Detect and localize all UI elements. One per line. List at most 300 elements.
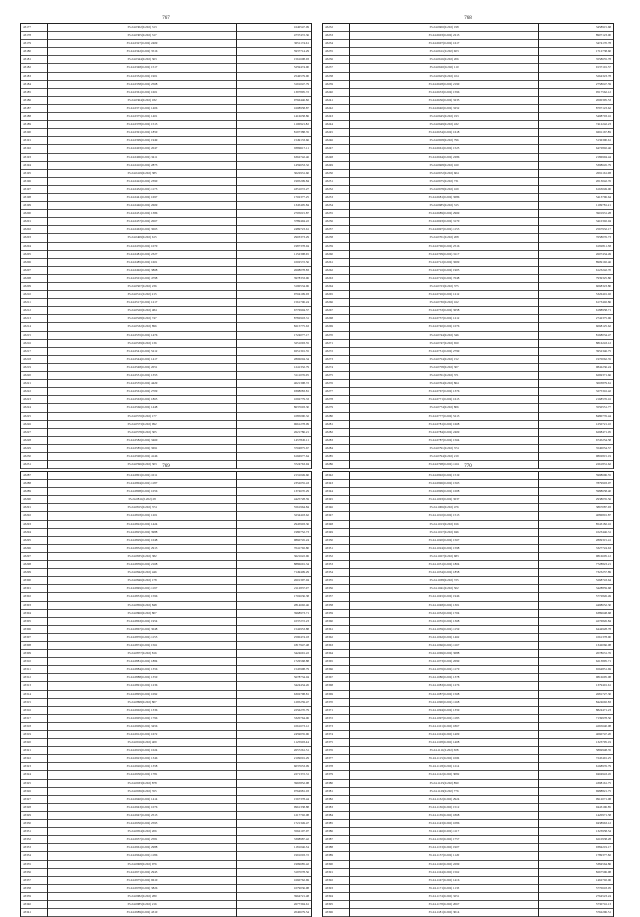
table-row (21, 339, 312, 347)
row-value: 3410302.04 (539, 218, 614, 226)
row-code: 35.24.1136(0.202) 1512 (350, 803, 539, 811)
row-value: 3458915.68 (539, 24, 614, 32)
row-value: 3003879.61 (539, 380, 614, 388)
row-id: 43327 (21, 795, 48, 803)
row-id: 43321 (21, 747, 48, 755)
row-value: 4737472.36 (237, 32, 312, 40)
row-code: 35.24.1038(0.202) 725 (350, 577, 539, 585)
row-value: 6691167.89 (539, 129, 614, 137)
row-id: 43383 (323, 803, 350, 811)
row-id: 43385 (323, 820, 350, 828)
table-row (21, 145, 312, 153)
table-row (21, 56, 312, 64)
table-row (21, 380, 312, 388)
table-row (323, 242, 614, 250)
document-page (20, 463, 312, 917)
table-row (21, 113, 312, 121)
row-id: 43293 (21, 520, 48, 528)
row-value: 9404943.45 (539, 771, 614, 779)
row-value: 6123242.70 (539, 266, 614, 274)
page-number: 769 (162, 464, 170, 469)
row-code: 35.24.0867(0.202) 3048 (48, 625, 237, 633)
row-code: 35.24.0600(0.202) 198 (350, 24, 539, 32)
table-row (21, 771, 312, 779)
row-id: 43205 (21, 250, 48, 258)
row-value: 4351072.27 (237, 185, 312, 193)
row-id: 43286 (323, 461, 350, 469)
row-value: 1660762.69 (237, 876, 312, 884)
row-value: 5264323.78 (539, 72, 614, 80)
row-id: 43347 (323, 512, 350, 520)
table-row (21, 641, 312, 649)
row-value: 6776904.57 (237, 307, 312, 315)
row-value: 1991003.72 (237, 852, 312, 860)
row-value: 9251301.55 (237, 347, 312, 355)
row-value: 1002572.56 (237, 258, 312, 266)
row-code: 35.24.0616(0.202) 206 (350, 56, 539, 64)
table-row (323, 113, 614, 121)
table-row (323, 836, 614, 844)
table-row (323, 682, 614, 690)
row-code: 35.24.0975(0.202) 9610 (48, 876, 237, 884)
row-id: 43331 (21, 828, 48, 836)
table-row (21, 585, 312, 593)
row-id: 43320 (21, 739, 48, 747)
row-id: 43371 (323, 706, 350, 714)
row-id: 43279 (323, 404, 350, 412)
row-code: 35.24.0996(0.202) 1563 (350, 480, 539, 488)
row-code: 35.24.0961(0.202) 2988 (48, 844, 237, 852)
row-value: 6269371.66 (539, 372, 614, 380)
table-row (323, 315, 614, 323)
row-code: 35.24.0989(0.202) 4310 (48, 909, 237, 917)
row-code: 35.24.0916(0.202) 409 (48, 739, 237, 747)
document-page (322, 463, 614, 917)
row-id: 43252 (323, 185, 350, 193)
row-id: 43379 (323, 771, 350, 779)
table-row (21, 283, 312, 291)
row-code: 35.24.0777(0.202) 5213 (350, 412, 539, 420)
row-value: 9137101.57 (539, 64, 614, 72)
row-id: 43338 (21, 884, 48, 892)
row-code: 35.24.0507(0.202) 236 (48, 283, 237, 291)
table-row (323, 820, 614, 828)
row-code: 35.24.1150(0.202) 1757 (350, 836, 539, 844)
row-value: 2109001.29 (237, 755, 312, 763)
table-row (323, 372, 614, 380)
row-code: 35.24.0399(0.202) 1949 (48, 137, 237, 145)
row-code: 35.24.0539(0.202) 136 (48, 339, 237, 347)
row-id: 43366 (323, 666, 350, 674)
row-value: 6210938.28 (539, 836, 614, 844)
document-page (322, 15, 614, 469)
table-row (323, 480, 614, 488)
row-value: 3197078.56 (237, 868, 312, 876)
row-id: 43251 (323, 177, 350, 185)
row-id: 43317 (21, 714, 48, 722)
table-row (323, 852, 614, 860)
data-table (322, 23, 614, 469)
row-code: 35.24.0403(0.202) 2047 (48, 145, 237, 153)
row-id: 43330 (21, 820, 48, 828)
row-id: 43194 (21, 161, 48, 169)
row-value: 1980752.73 (237, 528, 312, 536)
table-row (21, 64, 312, 72)
row-code: 35.24.1052(0.202) 1704 (350, 609, 539, 617)
row-value: 2814692.46 (237, 601, 312, 609)
row-code: 35.24.0905(0.202) 1796 (48, 714, 237, 722)
row-id: 43378 (323, 763, 350, 771)
row-code: 35.24.1069(0.202) 3088 (350, 650, 539, 658)
table-row (21, 24, 312, 32)
row-value: 9517562.12 (539, 88, 614, 96)
row-value: 3558655.78 (539, 56, 614, 64)
row-id: 43311 (21, 666, 48, 674)
row-value: 8543182.16 (539, 520, 614, 528)
table-row (323, 193, 614, 201)
table-row (323, 153, 614, 161)
table-row (21, 682, 312, 690)
row-id: 43211 (21, 299, 48, 307)
row-id: 43298 (21, 561, 48, 569)
row-id: 43235 (323, 48, 350, 56)
row-id: 43350 (323, 536, 350, 544)
row-id: 43344 (323, 488, 350, 496)
row-code: 35.24.0943(0.202) 1076 (48, 803, 237, 811)
table-row (323, 436, 614, 444)
row-value: 2261831.62 (539, 461, 614, 469)
row-value: 6302798.81 (237, 690, 312, 698)
row-value: 2567932.17 (539, 226, 614, 234)
row-value: 1726568.88 (237, 658, 312, 666)
row-id: 43373 (323, 722, 350, 730)
row-id: 43192 (21, 145, 48, 153)
row-code: 35.24.1003(0.202) 3037 (350, 496, 539, 504)
row-code: 35.24.0808(0.202) 1056 (48, 488, 237, 496)
row-code: 35.24.1010(0.202) 1513 (350, 512, 539, 520)
row-code: 35.24.0563(0.202) 1865 (48, 396, 237, 404)
row-id: 43326 (21, 787, 48, 795)
row-value: 6564851.69 (539, 666, 614, 674)
row-id: 43240 (323, 88, 350, 96)
row-value: 3621622.96 (237, 552, 312, 560)
table-row (323, 828, 614, 836)
table-row (21, 137, 312, 145)
row-id: 43357 (323, 593, 350, 601)
row-id: 43387 (323, 836, 350, 844)
table-row (21, 72, 312, 80)
row-code: 35.24.0585(0.202) 3691 (48, 444, 237, 452)
row-id: 43388 (323, 844, 350, 852)
table-row (323, 161, 614, 169)
row-code: 35.24.0829(0.202) 1048 (48, 536, 237, 544)
row-id: 43337 (21, 876, 48, 884)
row-value: 1323795.19 (539, 739, 614, 747)
row-id: 43222 (21, 388, 48, 396)
table-row (21, 536, 312, 544)
row-value: 6988821.75 (539, 787, 614, 795)
row-code: 35.24.0964(0.202) 1186 (48, 852, 237, 860)
row-value: 3704875.67 (237, 444, 312, 452)
row-id: 43395 (323, 900, 350, 908)
row-value: 5869948.35 (539, 747, 614, 755)
row-id: 43225 (21, 412, 48, 420)
table-row (21, 388, 312, 396)
table-row (21, 153, 312, 161)
row-code: 35.24.1139(0.202) 1868 (350, 811, 539, 819)
row-value: 6037653.09 (237, 763, 312, 771)
row-id: 43322 (21, 755, 48, 763)
row-id: 43393 (323, 884, 350, 892)
table-row (323, 617, 614, 625)
row-id: 43243 (323, 113, 350, 121)
row-code: 35.24.0582(0.202) 3460 (48, 436, 237, 444)
row-code: 35.24.0898(0.202) 807 (48, 698, 237, 706)
row-code: 35.24.0968(0.202) 976 (48, 860, 237, 868)
row-id: 43203 (21, 234, 48, 242)
row-id: 43228 (21, 436, 48, 444)
table-row (323, 625, 614, 633)
data-table (322, 471, 614, 917)
row-value: 3550551.77 (539, 404, 614, 412)
table-row (21, 601, 312, 609)
table-row (21, 104, 312, 112)
table-row (21, 274, 312, 282)
table-row (21, 755, 312, 763)
row-code: 35.24.1171(0.202) 1133 (350, 884, 539, 892)
table-row (323, 185, 614, 193)
row-code: 35.24.1178(0.202) 2067 (350, 900, 539, 908)
row-code: 35.24.0432(0.202) 1173 (48, 185, 237, 193)
row-code: 35.24.0517(0.202) 1217 (48, 299, 237, 307)
table-row (323, 585, 614, 593)
row-value: 2608078.83 (237, 266, 312, 274)
row-code: 35.24.0706(0.202) 2516 (350, 242, 539, 250)
row-code: 35.24.0492(0.202) 3868 (48, 266, 237, 274)
table-row (21, 787, 312, 795)
row-code: 35.24.1094(0.202) 1359 (350, 706, 539, 714)
row-code: 35.24.1108(0.202) 1408 (350, 739, 539, 747)
row-value: 1037272.23 (237, 617, 312, 625)
row-code: 35.24.1080(0.202) 1378 (350, 674, 539, 682)
table-row (21, 520, 312, 528)
row-code: 35.24.0884(0.202) 1356 (48, 666, 237, 674)
row-value: 1217702.08 (237, 811, 312, 819)
row-value: 3398987.42 (237, 836, 312, 844)
row-code: 35.24.0419(0.202) 385 (48, 169, 237, 177)
row-value: 5937714.29 (237, 48, 312, 56)
row-id: 43375 (323, 739, 350, 747)
table-row (21, 512, 312, 520)
row-id: 43336 (21, 868, 48, 876)
table-row (323, 892, 614, 900)
row-value: 2352055.43 (237, 480, 312, 488)
row-id: 43232 (323, 24, 350, 32)
row-value: 2256270.79 (237, 706, 312, 714)
table-row (323, 609, 614, 617)
row-id: 43262 (323, 266, 350, 274)
table-row (21, 299, 312, 307)
row-code: 35.24.0877(0.202) 816 (48, 650, 237, 658)
row-id: 43267 (323, 307, 350, 315)
row-code: 35.24.0919(0.202) 1024 (48, 747, 237, 755)
row-code: 35.24.0573(0.202) 992 (48, 420, 237, 428)
table-row (323, 868, 614, 876)
row-value: 2546579.90 (237, 72, 312, 80)
row-value: 9661278.09 (237, 420, 312, 428)
document-page (20, 15, 312, 469)
row-code: 35.24.1020(0.202) 1567 (350, 536, 539, 544)
row-value: 1092779.33 (237, 396, 312, 404)
row-id: 43215 (21, 331, 48, 339)
table-row (323, 844, 614, 852)
row-code: 35.24.1087(0.202) 1568 (350, 690, 539, 698)
row-id: 43343 (323, 480, 350, 488)
row-value: 2677394.61 (237, 900, 312, 908)
table-row (323, 577, 614, 585)
row-value: 6362742.46 (237, 153, 312, 161)
row-code: 35.24.0636(0.202) 3235 (350, 96, 539, 104)
row-id: 43349 (323, 528, 350, 536)
row-code: 35.24.0723(0.202) 375 (350, 283, 539, 291)
row-id: 43315 (21, 698, 48, 706)
row-id: 43231 (21, 461, 48, 469)
row-code: 35.24.0649(0.202) 432 (350, 121, 539, 129)
row-value: 7412242.23 (539, 121, 614, 129)
row-id: 43304 (21, 609, 48, 617)
row-id: 43189 (21, 121, 48, 129)
row-value: 1379401.61 (539, 682, 614, 690)
row-code: 35.24.0737(0.202) 1212 (350, 315, 539, 323)
row-code: 35.24.0661(0.202) 1525 (350, 145, 539, 153)
table-row (323, 274, 614, 282)
row-id: 43323 (21, 763, 48, 771)
row-id: 43355 (323, 577, 350, 585)
row-value: 1561706.24 (237, 299, 312, 307)
row-id: 43185 (21, 88, 48, 96)
row-value: 1125903.44 (237, 739, 312, 747)
row-id: 43316 (21, 706, 48, 714)
row-value: 1987378.94 (237, 242, 312, 250)
table-row (323, 266, 614, 274)
table-row (21, 803, 312, 811)
row-id: 43258 (323, 234, 350, 242)
row-value: 3952346.75 (539, 347, 614, 355)
row-code: 35.24.0950(0.202) 2595 (48, 820, 237, 828)
row-code: 35.24.0344(0.202) 363 (48, 56, 237, 64)
row-code: 35.24.1076(0.202) 1170 (350, 666, 539, 674)
table-row (323, 452, 614, 460)
table-row (323, 24, 614, 32)
row-value: 3724763.94 (237, 461, 312, 469)
row-code: 35.24.1048(0.202) 1301 (350, 601, 539, 609)
row-id: 43287 (21, 472, 48, 480)
table-row (21, 852, 312, 860)
row-code: 35.24.0822(0.202) 1424 (48, 520, 237, 528)
table-row (323, 428, 614, 436)
table-row (21, 892, 312, 900)
row-value: 3964721.48 (237, 892, 312, 900)
row-value: 8637603.30 (237, 404, 312, 412)
row-id: 43325 (21, 779, 48, 787)
row-code: 35.24.0744(0.202) 346 (350, 331, 539, 339)
row-id: 43246 (323, 137, 350, 145)
row-code: 35.24.0971(0.202) 2945 (48, 868, 237, 876)
table-row (21, 250, 312, 258)
table-row (21, 396, 312, 404)
row-code: 35.24.0719(0.202) 7048 (350, 274, 539, 282)
row-id: 43306 (21, 625, 48, 633)
row-code: 35.24.0787(0.202) 1564 (350, 436, 539, 444)
row-code: 35.24.0912(0.202) 1672 (48, 731, 237, 739)
row-id: 43329 (21, 811, 48, 819)
row-id: 43226 (21, 420, 48, 428)
row-code: 35.24.0933(0.202) 878 (48, 779, 237, 787)
row-value: 3251093.55 (237, 339, 312, 347)
row-code: 35.24.0801(0.202) 1011 (48, 472, 237, 480)
row-id: 43180 (21, 48, 48, 56)
row-value: 1721349.47 (237, 820, 312, 828)
row-value: 9961338.88 (237, 803, 312, 811)
row-value: 2078631.76 (539, 650, 614, 658)
row-code: 35.24.0754(0.202) 152 (350, 355, 539, 363)
row-code: 35.24.0902(0.202) 1336 (48, 706, 237, 714)
row-value: 5259474.90 (237, 64, 312, 72)
row-code: 35.24.1041(0.202) 502 (350, 585, 539, 593)
row-id: 43277 (323, 388, 350, 396)
row-value: 5770618.05 (539, 884, 614, 892)
table-row (21, 722, 312, 730)
row-id: 43195 (21, 169, 48, 177)
row-code: 35.24.0740(0.202) 1076 (350, 323, 539, 331)
row-id: 43208 (21, 274, 48, 282)
row-value: 1567378.44 (237, 795, 312, 803)
row-value: 6168976.79 (539, 763, 614, 771)
row-id: 43244 (323, 121, 350, 129)
row-code: 35.24.0566(0.202) 1448 (48, 404, 237, 412)
row-id: 43218 (21, 355, 48, 363)
row-id: 43353 (323, 561, 350, 569)
table-row (21, 412, 312, 420)
table-row (21, 763, 312, 771)
row-code: 35.24.0520(0.202) 484 (48, 307, 237, 315)
table-row (323, 72, 614, 80)
row-id: 43354 (323, 569, 350, 577)
row-value: 4398161.75 (539, 779, 614, 787)
row-value: 7939325.80 (539, 274, 614, 282)
row-code: 35.24.0712(0.202) 3009 (350, 258, 539, 266)
row-id: 43289 (21, 488, 48, 496)
row-id: 43364 (323, 650, 350, 658)
table-row (21, 234, 312, 242)
row-id: 43197 (21, 185, 48, 193)
table-row (323, 323, 614, 331)
row-id: 43182 (21, 64, 48, 72)
row-id: 43376 (323, 747, 350, 755)
row-code: 35.24.0701(0.202) 208 (350, 234, 539, 242)
row-code: 35.24.0535(0.202) 1476 (48, 331, 237, 339)
row-value: 1416658.86 (237, 113, 312, 121)
row-value: 8907123.00 (539, 32, 614, 40)
row-id: 43369 (323, 690, 350, 698)
row-code: 35.24.0391(0.202) 1850 (48, 129, 237, 137)
row-id: 43254 (323, 202, 350, 210)
row-code: 35.24.0348(0.202) 1517 (48, 64, 237, 72)
table-row (323, 40, 614, 48)
table-row (21, 552, 312, 560)
row-id: 43233 (323, 32, 350, 40)
row-code: 35.24.0457(0.202) 2067 (48, 218, 237, 226)
